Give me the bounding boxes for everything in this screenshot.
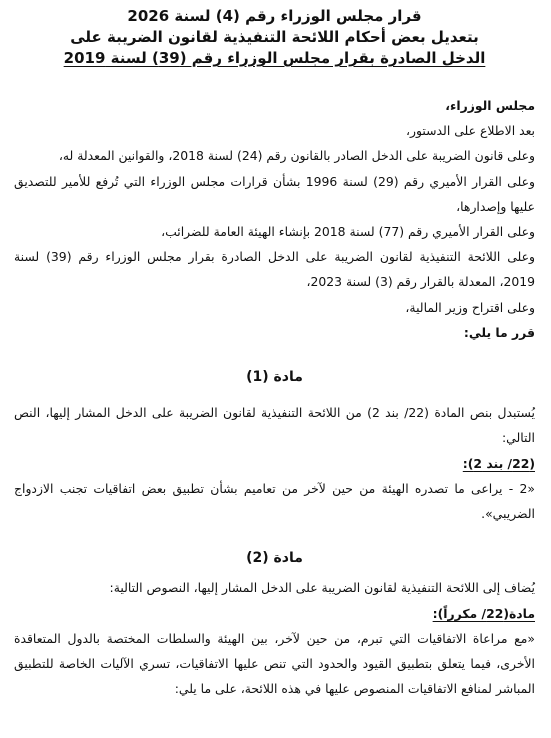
article-2-text: يُضاف إلى اللائحة التنفيذية لقانون الضريبة على الدخل المشار إليها، النصوص التالية: [109,580,535,596]
article-2-subheading: مادة(22/ مكرراً): [432,605,535,621]
article-1-heading: مادة (1) [246,369,303,386]
preamble-item-5: وعلى اللائحة التنفيذية لقانون الضريبة على الدخل الصادرة بقرار مجلس الوزراء رقم (39) لسنة 2019، المعدلة بالقرار رقم (3) لسنة 2023، [14,249,536,290]
council-heading: مجلس الوزراء، [445,98,535,113]
preamble-item-4: وعلى القرار الأميري رقم (77) لسنة 2018 بإنشاء الهيئة العامة للضرائب، [161,224,535,240]
article-2-quote: «مع مراعاة الاتفاقيات التي تبرم، من حين لآخر، بين الهيئة والسلطات المختصة بالدول المتعاقدة الأخرى، فيما يتعلق بتطبيق القيود والحدود التي تنص عليها الاتفاقيات، تسري الآليات الخاصة للتطبيق المباشر لمنافع الاتفاقيات المنصوص عليها في هذه اللائحة، على ما يلي: [14,630,535,697]
preamble-item-6: وعلى اقتراح وزير المالية، [405,299,535,315]
preamble-item-2: وعلى قانون الضريبة على الدخل الصادر بالقانون رقم (24) لسنة 2018، والقوانين المعدلة له، [58,148,535,164]
preamble-item-3: وعلى القرار الأميري رقم (29) لسنة 1996 بشأن قرارات مجلس الوزراء التي تُرفع للأمير للتصديق عليها وإصدارها، [14,173,535,214]
title-line-1: قرار مجلس الوزراء رقم (4) لسنة 2026 [127,7,422,25]
decree-title [14,6,535,69]
title-line-2: بتعديل بعض أحكام اللائحة التنفيذية لقانون الضريبة على [70,28,479,46]
decree-body [14,93,535,701]
title-line-3: الدخل الصادرة بقرار مجلس الوزراء رقم (39) لسنة 2019 [63,49,486,67]
article-1-text: يُستبدل بنص المادة (22/ بند 2) من اللائحة التنفيذية لقانون الضريبة على الدخل المشار إليها، النص التالي: [14,405,535,446]
article-1-quote: «2 - يراعى ما تصدره الهيئة من حين لآخر من تعاميم بشأن تطبيق بعض اتفاقيات تجنب الازدواج الضريبي». [14,480,535,522]
article-1-subheading: (22/ بند 2): [462,455,535,471]
article-2-heading: مادة (2) [246,550,303,567]
preamble-item-1: بعد الاطلاع على الدستور، [406,123,535,139]
decided-heading: قرر ما يلي: [463,324,535,340]
